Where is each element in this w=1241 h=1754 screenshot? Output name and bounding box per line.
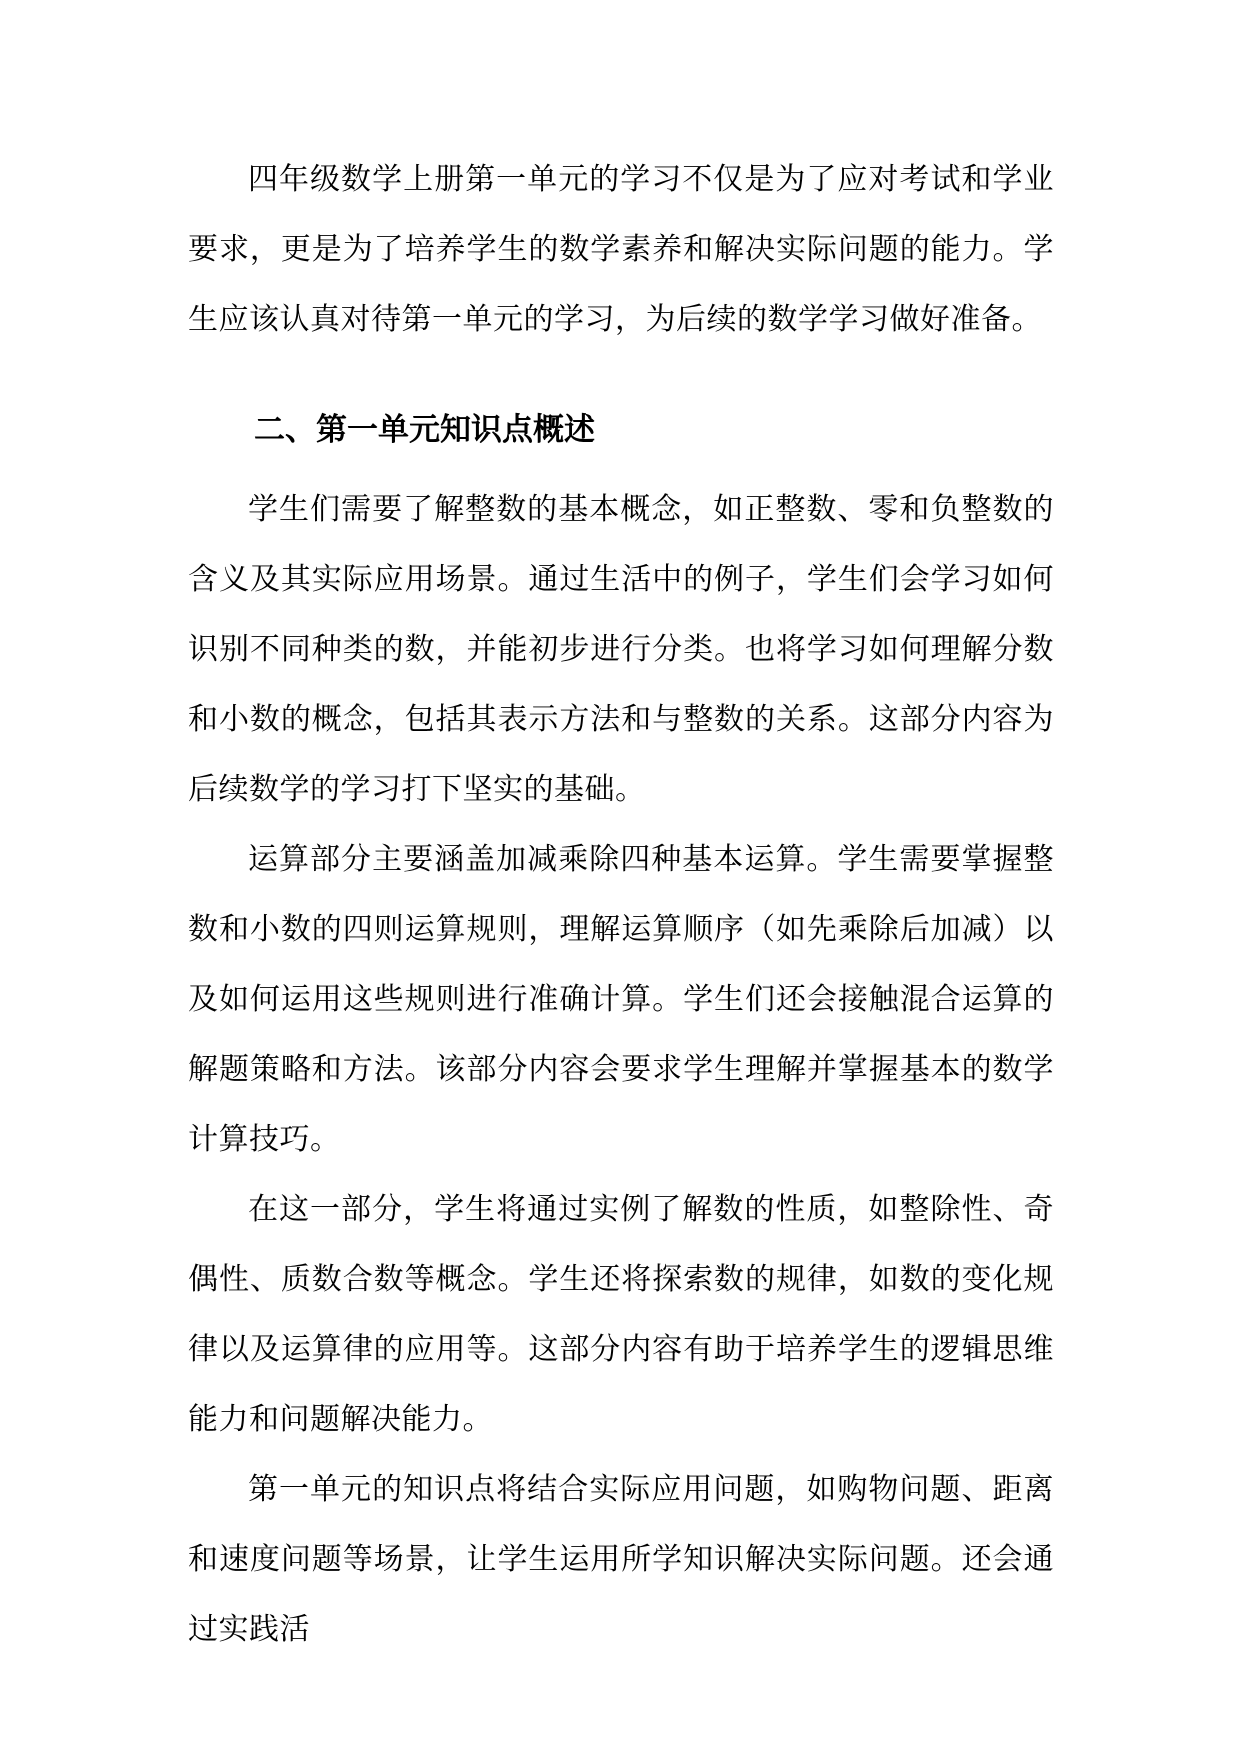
paragraph-integers: 学生们需要了解整数的基本概念，如正整数、零和负整数的含义及其实际应用场景。通过生活中的例子，学生们会学习如何识别不同种类的数，并能初步进行分类。也将学习如何理解分数和小数的概念，包括其表示方法和与整数的关系。这部分内容为后续数学的学习打下坚实的基础。 — [188, 492, 1054, 807]
paragraph-operations: 运算部分主要涵盖加减乘除四种基本运算。学生需要掌握整数和小数的四则运算规则，理解运算顺序（如先乘除后加减）以及如何运用这些规则进行准确计算。学生们还会接触混合运算的解题策略和方法。该部分内容会要求学生理解并掌握基本的数学计算技巧。 — [188, 842, 1054, 1157]
paragraph-number-properties: 在这一部分，学生将通过实例了解数的性质，如整除性、奇偶性、质数合数等概念。学生还将探索数的规律，如数的变化规律以及运算律的应用等。这部分内容有助于培养学生的逻辑思维能力和问题解决能力。 — [188, 1192, 1054, 1437]
spacer — [188, 355, 1054, 395]
intro-paragraph: 四年级数学上册第一单元的学习不仅是为了应对考试和学业要求，更是为了培养学生的数学素养和解决实际问题的能力。学生应该认真对待第一单元的学习，为后续的数学学习做好准备。 — [188, 162, 1054, 337]
section-heading: 二、第一单元知识点概述 — [254, 412, 595, 448]
paragraph-applications: 第一单元的知识点将结合实际应用问题，如购物问题、距离和速度问题等场景，让学生运用所学知识解决实际问题。还会通过实践活 — [188, 1472, 1054, 1647]
document-body — [188, 145, 1054, 1665]
spacer — [188, 465, 1054, 475]
